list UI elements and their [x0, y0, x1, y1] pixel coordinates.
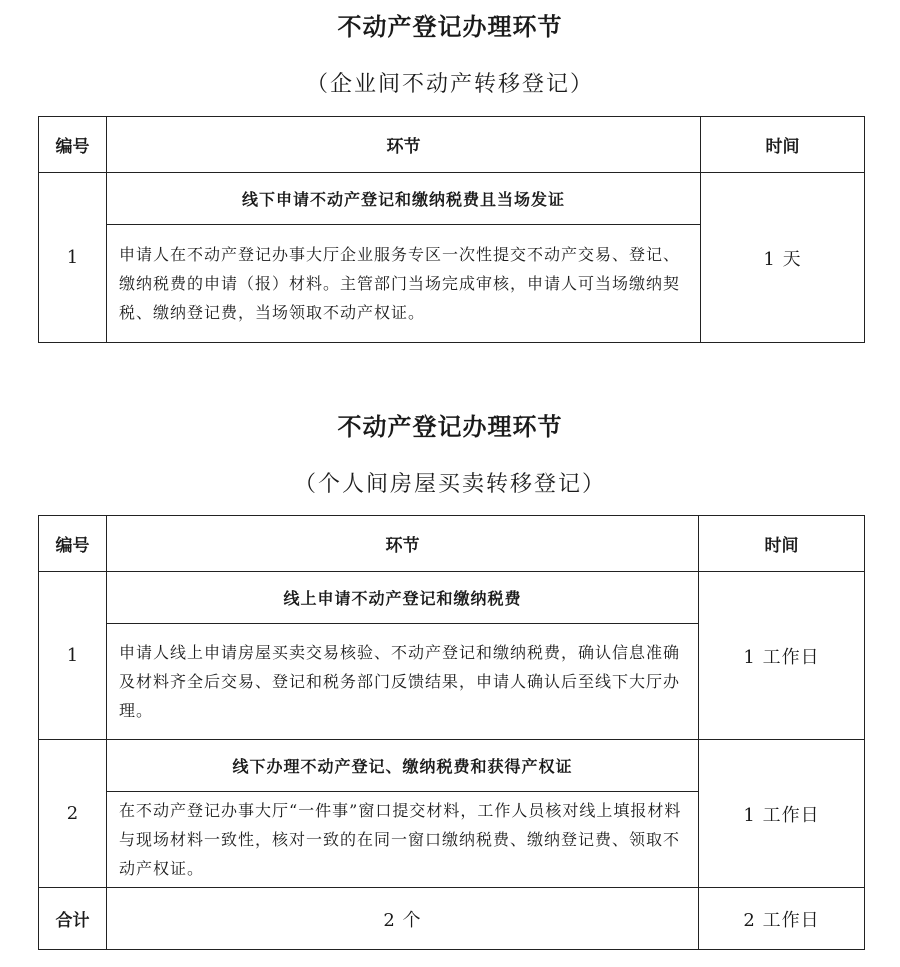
- total-time: 2 工作日: [699, 888, 865, 950]
- section2-title: 不动产登记办理环节: [337, 413, 563, 441]
- section2-subtitle: （个人间房屋买卖转移登记）: [293, 472, 606, 497]
- header-no: 编号: [39, 516, 107, 572]
- header-no: 编号: [39, 117, 107, 173]
- step-title: 线上申请不动产登记和缴纳税费: [107, 572, 699, 624]
- total-label: 合计: [39, 888, 107, 950]
- table-row: [39, 740, 865, 792]
- row-no: 2: [39, 740, 107, 888]
- section2-table: [38, 515, 865, 950]
- row-no: 1: [39, 572, 107, 740]
- row-time: 1 工作日: [699, 740, 865, 888]
- header-time: 时间: [699, 516, 865, 572]
- step-description: 申请人线上申请房屋买卖交易核验、不动产登记和缴纳税费，确认信息准确及材料齐全后交易、登记和税务部门反馈结果，申请人确认后至线下大厅办理。: [107, 624, 699, 740]
- header-row: [39, 516, 865, 572]
- step-description: 在不动产登记办事大厅“一件事”窗口提交材料，工作人员核对线上填报材料与现场材料一致性，核对一致的在同一窗口缴纳税费、缴纳登记费、领取不动产权证。: [107, 792, 699, 888]
- header-time: 时间: [701, 117, 865, 173]
- row-no: 1: [39, 173, 107, 343]
- step-description: 申请人在不动产登记办事大厅企业服务专区一次性提交不动产交易、登记、缴纳税费的申请（报）材料。主管部门当场完成审核，申请人可当场缴纳契税、缴纳登记费，当场领取不动产权证。: [107, 225, 701, 343]
- header-row: [39, 117, 865, 173]
- header-step: 环节: [107, 516, 699, 572]
- row-time: 1 天: [701, 173, 865, 343]
- step-title: 线下申请不动产登记和缴纳税费且当场发证: [107, 173, 701, 225]
- section1-table: [38, 116, 865, 343]
- table-row: [39, 572, 865, 624]
- section1-title: 不动产登记办理环节: [337, 13, 563, 41]
- step-title: 线下办理不动产登记、缴纳税费和获得产权证: [107, 740, 699, 792]
- total-steps: 2 个: [107, 888, 699, 950]
- header-step: 环节: [107, 117, 701, 173]
- row-time: 1 工作日: [699, 572, 865, 740]
- section1-subtitle: （企业间不动产转移登记）: [305, 72, 594, 97]
- table-row: [39, 173, 865, 225]
- total-row: [39, 888, 865, 950]
